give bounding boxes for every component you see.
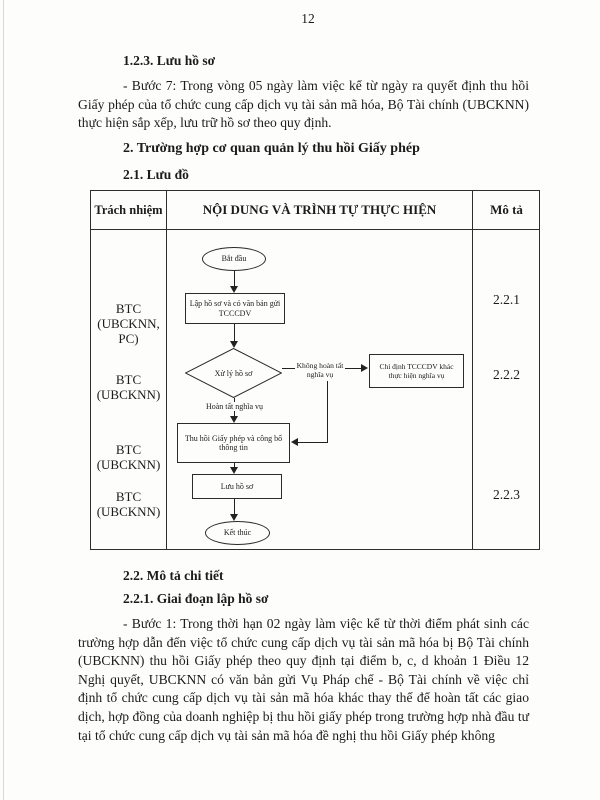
arrow-right-icon (361, 364, 368, 372)
section-heading-2: 2. Trường hợp cơ quan quản lý thu hồi Giấy phép (123, 141, 420, 156)
flow-line (298, 442, 328, 443)
label-not-complete: Không hoàn tất nghĩa vụ (296, 361, 344, 379)
flowchart (167, 229, 472, 551)
section-heading-2-1: 2.1. Lưu đồ (123, 167, 189, 182)
flow-line (345, 368, 361, 369)
flow-line (234, 271, 235, 287)
process-decision (185, 348, 282, 398)
flowchart-table (90, 190, 540, 550)
responsibility-label-3: BTC (UBCKNN) (96, 442, 161, 472)
table-header-content: NỘI DUNG VÀ TRÌNH TỰ THỰC HIỆN (202, 202, 437, 217)
decision-label: Xử lý hồ sơ (214, 368, 253, 378)
table-header-responsibility: Trách nhiệm (94, 203, 163, 217)
table-header-description: Mô tả (490, 202, 523, 217)
responsibility-label-2: BTC (UBCKNN) (96, 372, 161, 402)
section-heading-2-2-1: 2.2.1. Giai đoạn lập hồ sơ (123, 591, 269, 606)
paragraph-step-7: - Bước 7: Trong vòng 05 ngày làm việc kể từ ngày ra quyết định thu hồi Giấy phép của tổ chức cung cấp dịch vụ tài sản mã hóa, Bộ Tài chính (UBCKNN) thực hiện sắp xếp, lưu trữ hồ sơ theo quy định. (78, 78, 529, 131)
arrow-down-icon (230, 467, 238, 474)
ref-label-2-2-3: 2.2.3 (493, 487, 520, 502)
flow-line (234, 499, 235, 514)
responsibility-label-1: BTC (UBCKNN, PC) (97, 301, 160, 346)
arrow-down-icon (230, 286, 238, 293)
end-terminator: Kết thúc (205, 521, 270, 545)
section-heading-2-2: 2.2. Mô tả chi tiết (123, 568, 224, 583)
ref-label-2-2-2: 2.2.2 (493, 367, 520, 382)
start-terminator: Bắt đầu (202, 247, 266, 271)
responsibility-label-4: BTC (UBCKNN) (96, 489, 161, 519)
arrow-down-icon (230, 514, 238, 521)
flow-line (327, 381, 328, 442)
arrow-down-icon (230, 416, 238, 423)
assign-other-provider-step: Chỉ định TCCCDV khác thực hiện nghĩa vụ (369, 354, 464, 388)
archive-step: Lưu hồ sơ (192, 474, 282, 499)
section-heading-1-2-3: 1.2.3. Lưu hồ sơ (123, 53, 216, 68)
flow-line (234, 324, 235, 341)
page-number: 12 (301, 11, 315, 26)
arrow-left-icon (291, 438, 298, 446)
ref-label-2-2-1: 2.2.1 (493, 292, 520, 307)
arrow-down-icon (230, 341, 238, 348)
label-complete: Hoàn tất nghĩa vụ (197, 402, 272, 411)
scan-edge-artifact (3, 0, 4, 800)
revoke-license-step: Thu hồi Giấy phép và công bố thông tin (177, 423, 290, 463)
paragraph-step-1: - Bước 1: Trong thời hạn 02 ngày làm việc kể từ thời điểm phát sinh các trường hợp dẫn đến việc tổ chức cung cấp dịch vụ tài sản mã hóa bị Bộ Tài chính (UBCKNN) thu hồi Giấy phép theo quy định tại điểm b, c, d khoản 1 Điều 12 Nghị quyết, UBCKNN có văn bản gửi Vụ Pháp chế - Bộ Tài chính về việc chỉ định tổ chức cung cấp dịch vụ tài sản mã hóa khác thay thế để hoàn tất các giao dịch, hợp đồng của doanh nghiệp bị thu hồi giấy phép trong trường hợp nhà đầu tư tại tổ chức cung cấp dịch vụ tài sản mã hóa đề nghị thu hồi Giấy phép không (78, 616, 529, 743)
create-dossier-step: Lập hồ sơ và có văn bản gửi TCCCDV (185, 293, 285, 324)
